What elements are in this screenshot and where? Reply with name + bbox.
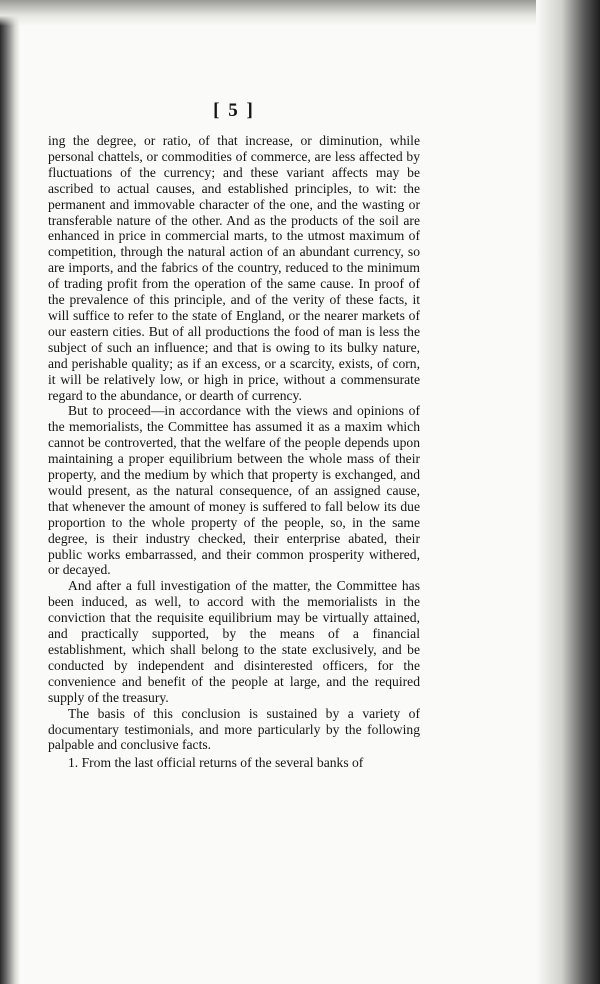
paragraph-continuation: ing the degree, or ratio, of that increase, or diminution, while personal chattels, or commodities of commerce, are less affected by fluctuations of the currency; and these variant affects may be ascribed to actual causes, and established principles, to wit: the permanent and immovable character of the one, and the wasting or transferable nature of the other. And as the products of the soil are enhanced in price in commercial marts, to the utmost maximum of competition, through the natural action of an abundant currency, so are imports, and the fabrics of the country, reduced to the minimum of trading profit from the operation of the same cause. In proof of the prevalence of this principle, and of the verity of these facts, it will suffice to refer to the state of England, or the nearer markets of our eastern cities. But of all productions the food of man is less the subject of such an influence; and that is owing to its bulky nature, and perishable quality; as if an excess, or a scarcity, exists, of corn, it will be relatively low, or high in price, without a commensurate regard to the abundance, or dearth of currency. [48, 133, 420, 403]
document-page [48, 100, 420, 771]
scan-left-edge [0, 0, 20, 984]
paragraph-basis: The basis of this conclusion is sustained by a variety of documentary testimonials, and more particularly by the following palpable and conclusive facts. [48, 705, 420, 753]
scan-top-edge [0, 0, 600, 26]
page-number: [ 5 ] [213, 100, 255, 121]
list-item-1: 1. From the last official returns of the several banks of [68, 755, 364, 771]
paragraph-equilibrium: But to proceed—in accordance with the views and opinions of the memorialists, the Committee has assumed it as a maxim which cannot be controverted, that the welfare of the people depends upon maintaining a proper equilibrium between the whole mass of their property, and the medium by which that property is exchanged, and would present, as the natural consequence, of an assigned cause, that whenever the amount of money is suffered to fall below its due proportion to the whole property of the people, so, in the same degree, is their industry checked, their enterprise abated, their public works embarrassed, and their common prosperity withered, or decayed. [48, 403, 420, 578]
scan-right-edge [536, 0, 600, 984]
paragraph-investigation: And after a full investigation of the matter, the Committee has been induced, as well, to accord with the memorialists in the conviction that the requisite equilibrium may be virtually attained, and practically supported, by the means of a financial establishment, which shall belong to the state exclusively, and be conducted by independent and disinterested officers, for the convenience and benefit of the people at large, and the required supply of the treasury. [48, 578, 420, 705]
